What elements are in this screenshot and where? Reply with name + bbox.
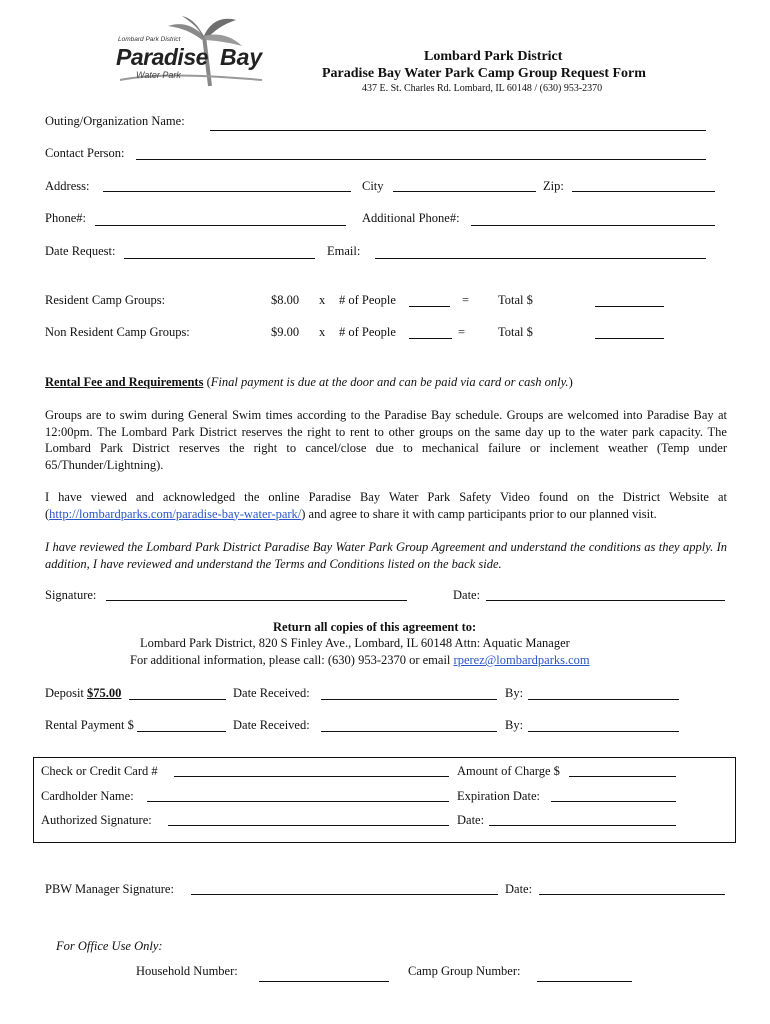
card-date-field[interactable] (489, 825, 676, 826)
rental-heading-line (45, 375, 573, 390)
amount-charge-field[interactable] (569, 776, 676, 777)
outing-field[interactable] (210, 130, 706, 131)
paradise-bay-logo (112, 14, 272, 90)
city-label: City (362, 179, 384, 193)
nonresident-total-field[interactable] (595, 338, 664, 339)
card-number-field[interactable] (174, 776, 449, 777)
address-field[interactable] (103, 191, 351, 192)
nonresident-total-label: Total $ (498, 325, 533, 339)
rental-note-close: ) (568, 375, 573, 389)
agreement-paragraph: I have reviewed the Lombard Park District Paradise Bay Water Park Group Agreement and understand the conditions as they apply. In addition, I have reviewed and understand the Terms and Conditions listed on the back side. (45, 540, 727, 571)
outing-label: Outing/Organization Name: (45, 114, 185, 128)
resident-times: x (319, 293, 326, 307)
return-heading: Return all copies of this agreement to: (273, 620, 477, 634)
nonresident-price: $9.00 (271, 325, 300, 339)
deposit-by-label: By: (505, 686, 524, 700)
cardholder-label: Cardholder Name: (41, 789, 134, 803)
rental-payment-dollar: $ (127, 718, 134, 732)
rental-paragraph-1: Groups are to swim during General Swim times according to the Paradise Bay schedule. Groups are welcomed into Paradise Bay at 12:00pm. The Lombard Park District reserves the right to rent to other groups on the same day up to the water park capacity. The Lombard Park District reserves the right to cancel/close due to mechanical failure or inclement weather (Temp under 65/Thunder/Lightning). (45, 408, 727, 472)
email-field[interactable] (375, 258, 706, 259)
manager-signature-label: PBW Manager Signature: (45, 882, 174, 896)
amount-charge-label: Amount of Charge (457, 764, 554, 778)
resident-total-label: Total $ (498, 293, 533, 307)
signature-date-label: Date: (453, 588, 481, 602)
signature-date-field[interactable] (486, 600, 725, 601)
resident-people-label: # of People (339, 293, 396, 307)
nonresident-times: x (319, 325, 326, 339)
manager-signature-field[interactable] (191, 894, 498, 895)
card-date-label: Date: (457, 813, 485, 827)
phone-label: Phone#: (45, 211, 86, 225)
rental-date-received-field[interactable] (321, 731, 497, 732)
phone-field[interactable] (95, 225, 346, 226)
logo-sub-text: Water Park (136, 70, 181, 80)
nonresident-label: Non Resident Camp Groups: (45, 325, 190, 339)
rental-payment-line (45, 718, 134, 733)
resident-equals: = (462, 293, 470, 307)
deposit-amount: $75.00 (87, 686, 122, 700)
deposit-date-received-label: Date Received: (233, 686, 310, 700)
return-line-2 (130, 653, 590, 668)
para2-text-a: I have viewed and acknowledged the online Paradise Bay Water Park Safety Video found on the District Website at ( (45, 490, 727, 521)
page-title: Paradise Bay Water Park Camp Group Request Form (322, 66, 646, 81)
logo-top-text: Lombard Park District (118, 36, 181, 43)
header-address: 437 E. St. Charles Rd. Lombard, IL 60148 / (630) 953-2370 (362, 83, 603, 94)
manager-date-field[interactable] (539, 894, 725, 895)
rental-note-open: ( (203, 375, 211, 389)
card-number-label: Check or Credit Card # (41, 764, 158, 778)
org-title: Lombard Park District (424, 49, 563, 64)
rental-payment-field[interactable] (137, 731, 226, 732)
contact-email-link[interactable]: rperez@lombardparks.com (453, 653, 590, 667)
nonresident-people-label: # of People (339, 325, 396, 339)
rental-heading: Rental Fee and Requirements (45, 375, 204, 389)
expiration-label: Expiration Date: (457, 789, 540, 803)
amount-charge-dollar: $ (553, 764, 560, 778)
nonresident-equals: = (458, 325, 466, 339)
camp-group-number-label: Camp Group Number: (408, 964, 521, 978)
amount-charge-line (457, 764, 560, 779)
resident-total-field[interactable] (595, 306, 664, 307)
date-request-label: Date Request: (45, 244, 116, 258)
cardholder-field[interactable] (147, 801, 449, 802)
rental-payment-label: Rental Payment (45, 718, 128, 732)
deposit-date-received-field[interactable] (321, 699, 497, 700)
deposit-by-field[interactable] (528, 699, 679, 700)
para2-text-b: ) and agree to share it with camp participants prior to our planned visit. (301, 506, 657, 521)
return-line-1: Lombard Park District, 820 S Finley Ave., Lombard, IL 60148 Attn: Aquatic Manager (140, 636, 570, 650)
signature-field[interactable] (106, 600, 407, 601)
office-use-heading: For Office Use Only: (56, 939, 163, 953)
deposit-line (45, 686, 121, 701)
signature-label: Signature: (45, 588, 97, 602)
zip-label: Zip: (543, 179, 564, 193)
authorized-signature-field[interactable] (168, 825, 449, 826)
additional-phone-label: Additional Phone#: (362, 211, 460, 225)
rental-date-received-label: Date Received: (233, 718, 310, 732)
expiration-field[interactable] (551, 801, 676, 802)
authorized-signature-label: Authorized Signature: (41, 813, 152, 827)
safety-video-link[interactable]: http://lombardparks.com/paradise-bay-water-park/ (49, 506, 302, 521)
rental-paragraph-2 (45, 489, 727, 522)
email-label: Email: (327, 244, 361, 258)
resident-label: Resident Camp Groups: (45, 293, 166, 307)
logo-paradise-text: Paradise (116, 44, 208, 70)
rental-note: Final payment is due at the door and can be paid via card or cash only. (210, 375, 569, 389)
contact-label: Contact Person: (45, 146, 125, 160)
rental-by-label: By: (505, 718, 524, 732)
deposit-label: Deposit (45, 686, 88, 700)
return-line-2-text: For additional information, please call: (630) 953-2370 or email (130, 653, 454, 667)
rental-by-field[interactable] (528, 731, 679, 732)
zip-field[interactable] (572, 191, 715, 192)
city-field[interactable] (393, 191, 536, 192)
contact-field[interactable] (136, 159, 706, 160)
household-number-label: Household Number: (136, 964, 238, 978)
date-request-field[interactable] (124, 258, 315, 259)
manager-date-label: Date: (505, 882, 533, 896)
logo-bay-text: Bay (220, 44, 263, 70)
resident-people-field[interactable] (409, 306, 450, 307)
address-label: Address: (45, 179, 90, 193)
deposit-field[interactable] (129, 699, 226, 700)
additional-phone-field[interactable] (471, 225, 715, 226)
resident-price: $8.00 (271, 293, 300, 307)
nonresident-people-field[interactable] (409, 338, 452, 339)
household-number-field[interactable] (259, 981, 389, 982)
camp-group-number-field[interactable] (537, 981, 632, 982)
